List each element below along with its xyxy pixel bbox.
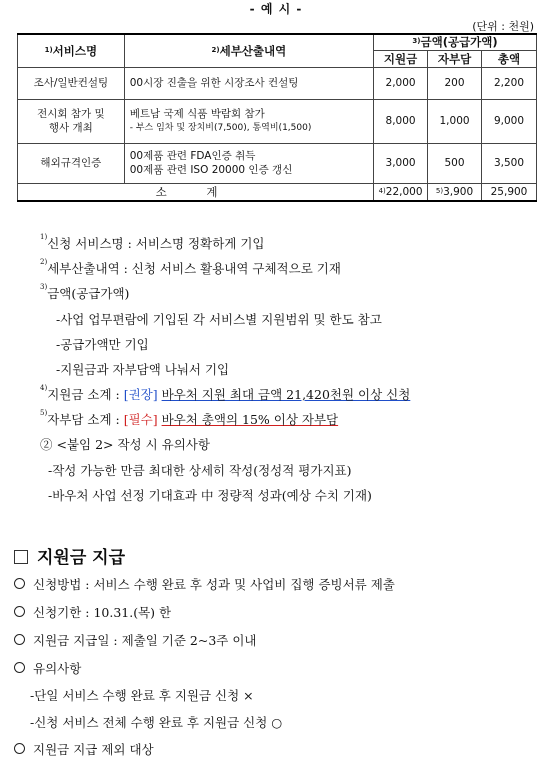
circle-bullet-icon [14, 662, 25, 673]
section-item: 지원금 지급 제외 대상 [14, 740, 154, 758]
square-bullet-icon [14, 550, 28, 564]
table-row: 조사/일반컨설팅 00시장 진출을 위한 시장조사 컨설팅 2,000 200 2,200 [18, 67, 537, 99]
section-subitem: -단일 서비스 수행 완료 후 지원금 신청 × [30, 688, 254, 703]
subtotal-total: 25,900 [482, 183, 537, 201]
note-detail: $^{2)}$세부산출내역 : 신청 서비스 활용내역 구체적으로 기재 [40, 258, 341, 276]
circle-bullet-icon [14, 578, 25, 589]
budget-table [17, 33, 537, 202]
section-item: 신청방법 : 서비스 수행 완료 후 성과 및 사업비 집행 증빙서류 제출 [14, 575, 395, 593]
section-subitem: -신청 서비스 전체 수행 완료 후 지원금 신청 ○ [30, 715, 283, 730]
note-attachment2-a: -작성 가능한 만큼 최대한 상세히 작성(정성적 평가지표) [48, 463, 352, 478]
note-service-name: $^{1)}$신청 서비스명 : 서비스명 정확하게 기입 [40, 233, 265, 251]
example-heading: - 예 시 - [249, 2, 303, 16]
note-self-subtotal: $^{5)}$자부담 소계 : [필수] 바우처 총액의 15% 이상 자부담 [40, 409, 339, 427]
note-amount-b: -공급가액만 기입 [56, 337, 149, 352]
note-amount-c: -지원금과 자부담액 나눠서 기입 [56, 362, 230, 377]
header-total: 총액 [482, 50, 537, 67]
circle-bullet-icon [14, 743, 25, 754]
recommended-tag: [권장] [123, 387, 158, 402]
header-self: 자부담 [428, 50, 482, 67]
header-support: 지원금 [374, 50, 428, 67]
header-detail: $^{2)}$세부산출내역 [124, 34, 373, 67]
unit-label: (단위 : 천원) [472, 20, 534, 33]
circle-bullet-icon [14, 606, 25, 617]
required-tag: [필수] [123, 412, 158, 427]
section-item: 유의사항 [14, 659, 81, 677]
subtotal-label: 소 계 [18, 183, 374, 201]
circle-bullet-icon [14, 634, 25, 645]
section-item: 지원금 지급일 : 제출일 기준 2~3주 이내 [14, 631, 256, 649]
note-attachment2-b: -바우처 사업 선정 기대효과 中 정량적 성과(예상 수치 기재) [48, 488, 372, 503]
note-attachment2: ② <붙임 2> 작성 시 유의사항 [40, 437, 210, 452]
header-amount: $^{3)}$금액(공급가액) [374, 34, 537, 50]
subtotal-row [18, 183, 537, 201]
subtotal-self: $^{5)}$3,900 [428, 183, 482, 201]
section-title: 지원금 지급 [14, 543, 125, 568]
table-row: 전시회 참가 및 행사 개최 베트남 국제 식품 박람회 참가 - 부스 임차 및 장치비(7,500), 통역비(1,500) 8,000 1,000 9,000 [18, 99, 537, 143]
note-amount: $^{3)}$금액(공급가액) [40, 283, 130, 301]
table-header-row [18, 34, 537, 50]
table-row: 해외규격인증 00제품 관련 FDA인증 취득 00제품 관련 ISO 20000 인증 갱신 3,000 500 3,500 [18, 143, 537, 183]
header-service-name: $^{1)}$서비스명 [18, 34, 125, 67]
note-support-subtotal: $^{4)}$지원금 소계 : [권장] 바우처 지원 최대 금액 21,420천원 이상 신청 [40, 384, 411, 402]
subtotal-support: $^{4)}$22,000 [374, 183, 428, 201]
section-item: 신청기한 : 10.31.(목) 한 [14, 603, 171, 621]
note-amount-a: -사업 업무편람에 기입된 각 서비스별 지원범위 및 한도 참고 [56, 312, 382, 327]
